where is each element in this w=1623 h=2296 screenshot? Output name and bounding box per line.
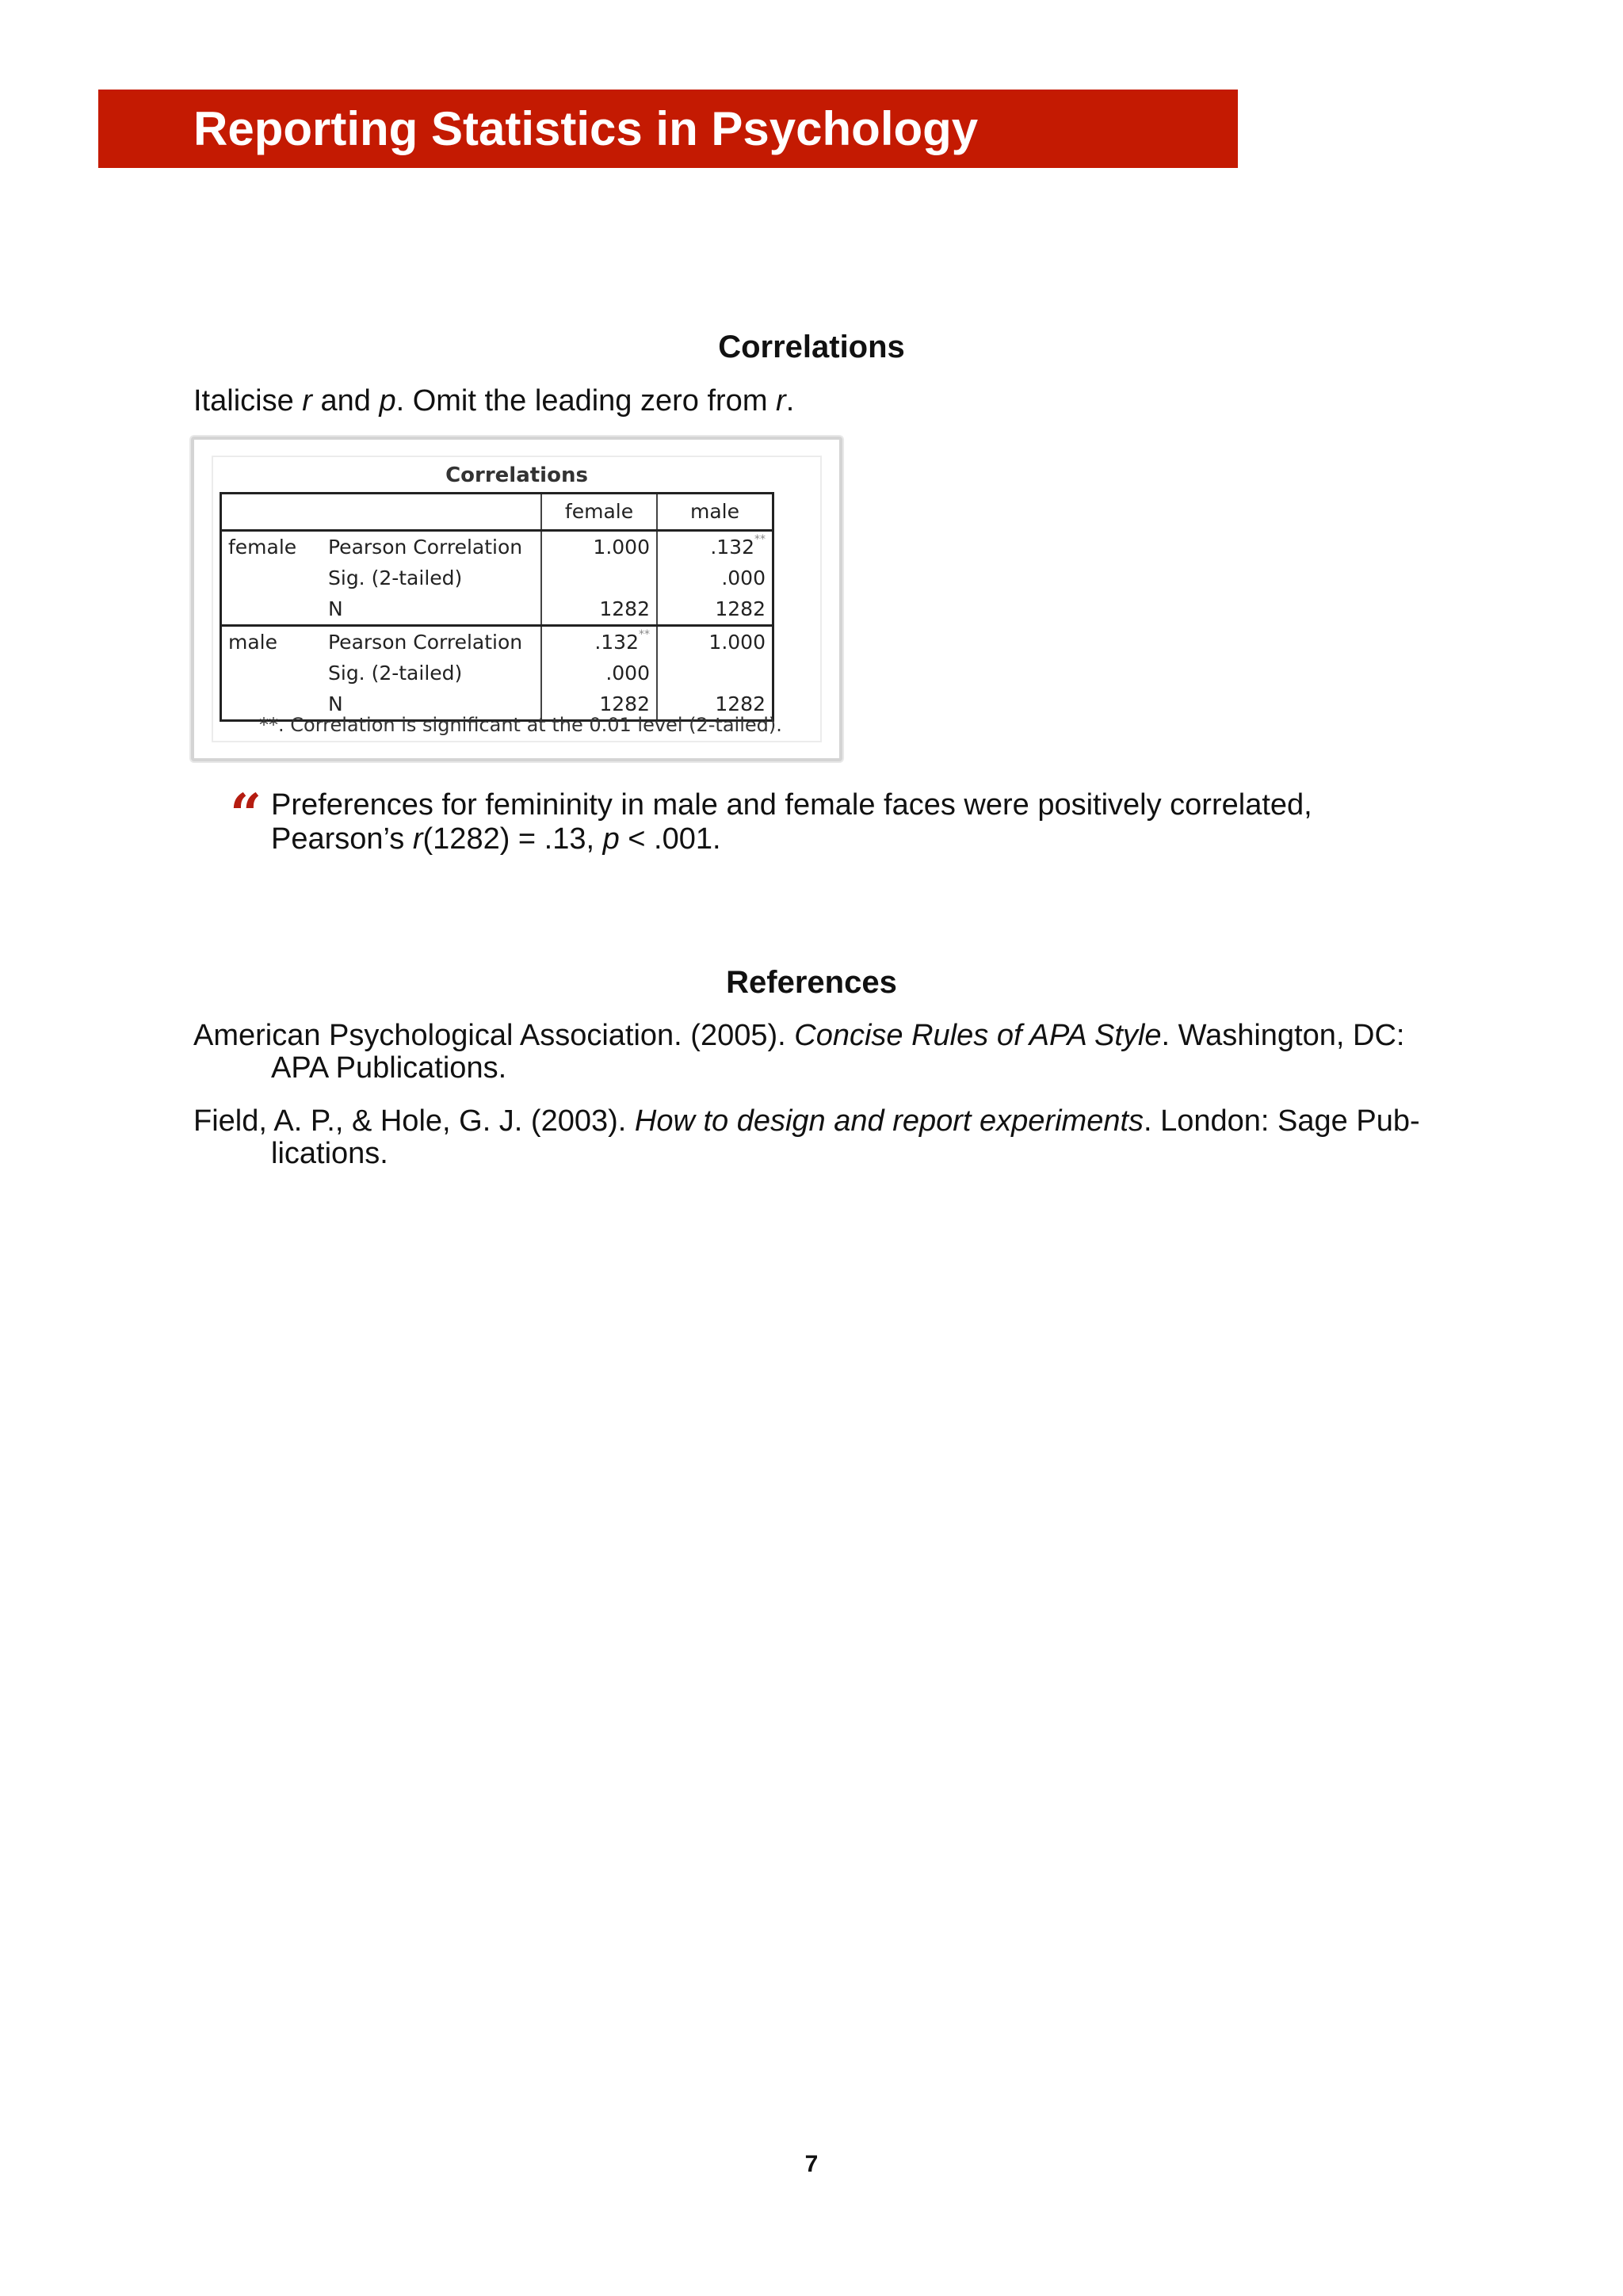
row-variable: female <box>221 531 323 563</box>
cell-value: 1.000 <box>541 531 657 563</box>
row-stat: N <box>322 593 541 626</box>
cell-value: 1282 <box>657 593 773 626</box>
quote-line: Preferences for femininity in male and female faces were positively correlated, <box>271 788 1312 822</box>
example-quote <box>271 788 1312 856</box>
cell-value: .000 <box>657 563 773 593</box>
row-stat: Pearson Correlation <box>328 536 523 559</box>
row-variable: male <box>221 626 323 658</box>
cell-value <box>657 658 773 688</box>
column-header-male: male <box>657 494 773 531</box>
reference-item: American Psychological Association. (2005). Concise Rules of APA Style. Washington, DC: APA Publications. <box>193 1019 1405 1085</box>
cell-value <box>541 563 657 593</box>
references-heading: References <box>726 965 897 1000</box>
spss-output-figure <box>191 437 842 761</box>
row-variable <box>221 658 323 688</box>
table-header-row <box>221 494 773 531</box>
cell-value: 1282 <box>541 593 657 626</box>
row-variable <box>221 563 323 593</box>
table-footnote: **. Correlation is significant at the 0.01 level (2-tailed). <box>259 714 782 736</box>
cell-value: 1.000 <box>657 626 773 658</box>
cell-value: 1282 <box>541 688 657 721</box>
spss-table-title: Correlations <box>445 463 588 487</box>
reference-item: Field, A. P., & Hole, G. J. (2003). How to design and report experiments. London: Sage Pub- lications. <box>193 1104 1420 1170</box>
correlations-instruction: Italicise r and p. Omit the leading zero from r. <box>193 384 795 418</box>
page-title: Reporting Statistics in Psychology <box>193 102 979 155</box>
column-header-female: female <box>541 494 657 531</box>
row-stat: Sig. (2-tailed) <box>328 566 463 589</box>
table-row <box>221 563 773 593</box>
correlation-table <box>220 492 774 722</box>
row-stat: Sig. (2-tailed) <box>328 662 463 685</box>
cell-value: 1282 <box>657 688 773 721</box>
row-variable <box>221 593 323 626</box>
table-row <box>221 658 773 688</box>
table-row <box>221 626 773 658</box>
quote-line: Pearson’s r(1282) = .13, p < .001. <box>271 822 721 856</box>
correlations-heading: Correlations <box>718 330 905 364</box>
table-row <box>221 593 773 626</box>
table-row <box>221 531 773 563</box>
row-stat: N <box>322 688 541 721</box>
header-banner <box>98 90 1238 168</box>
row-stat: Pearson Correlation <box>328 631 523 654</box>
cell-value: .000 <box>541 658 657 688</box>
cell-value: .132** <box>541 626 657 658</box>
cell-value: .132** <box>657 531 773 563</box>
page-number: 7 <box>804 2151 819 2177</box>
quote-mark-icon: “ <box>230 781 262 847</box>
